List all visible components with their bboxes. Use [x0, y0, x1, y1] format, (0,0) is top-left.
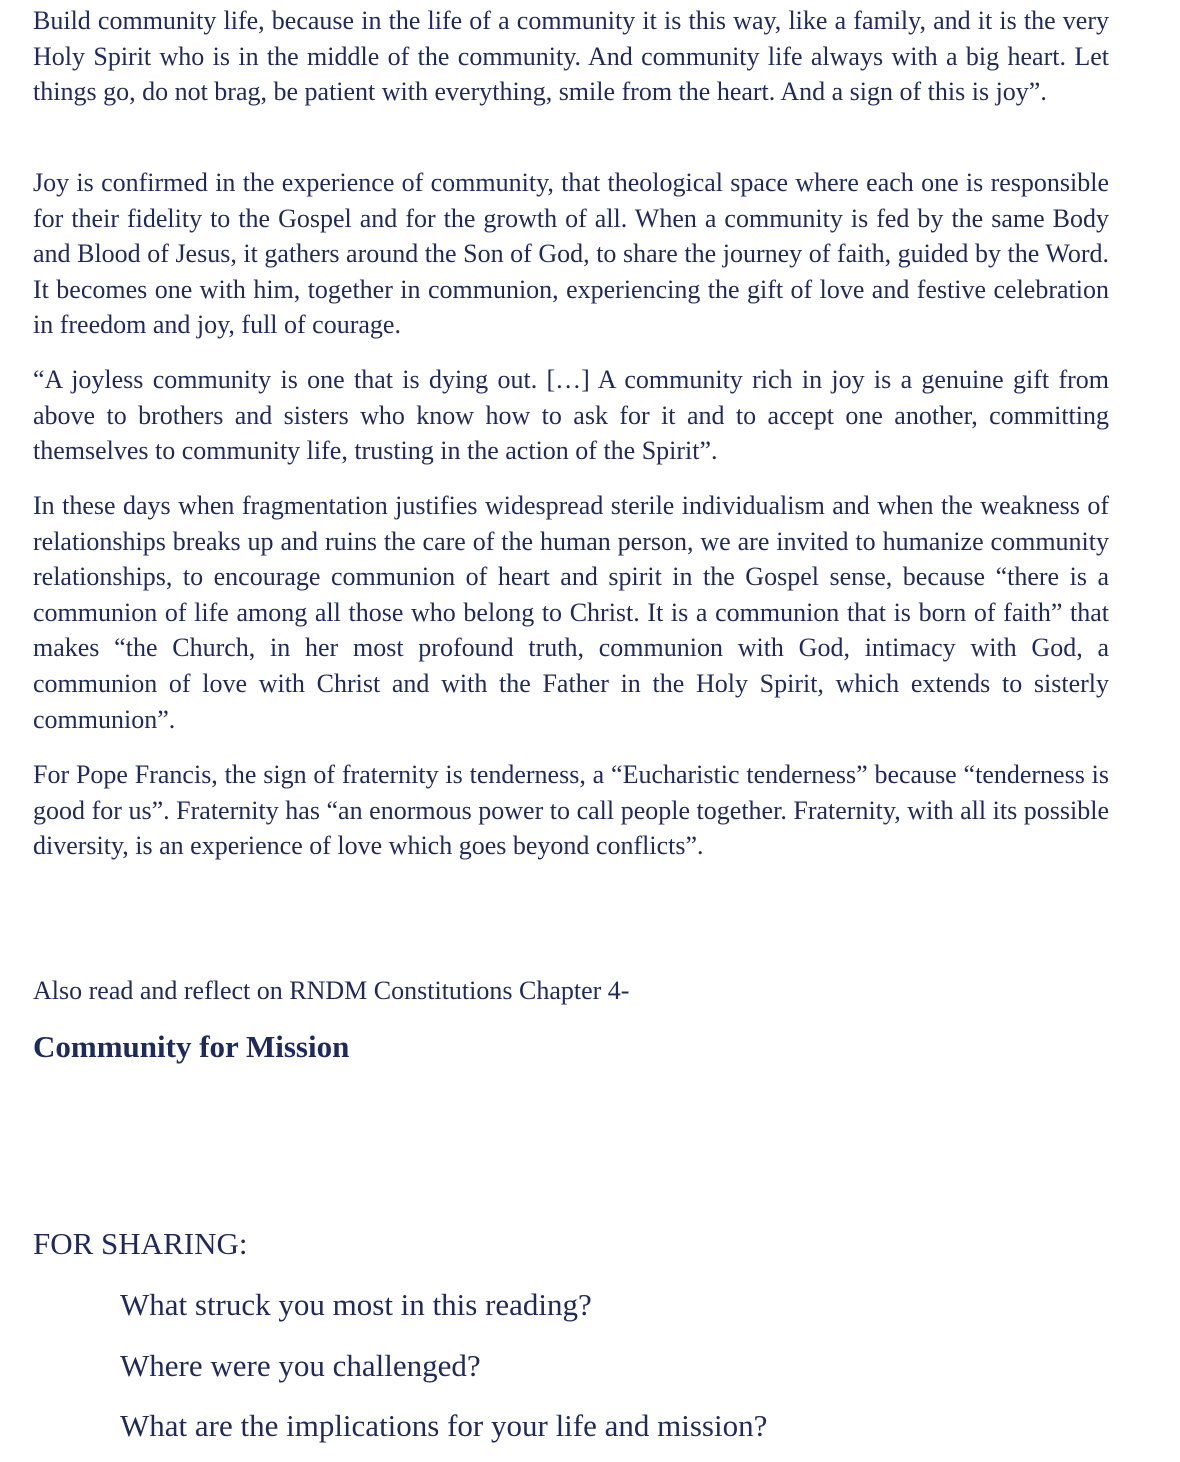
- paragraph-fragmentation: In these days when fragmentation justifies widespread sterile individualism and when the weakness of relationships breaks up and ruins the care of the human person, we are invited to humanize community relationships, to encourage communion of heart and spirit in the Gospel sense, because “there is a communion of life among all those who belong to Christ. It is a communion that is born of faith” that makes “the Church, in her most profound truth, communion with God, intimacy with God, a communion of love with Christ and with the Father in the Holy Spirit, which extends to sisterly communion”.: [33, 491, 1109, 734]
- sharing-question: Where were you challenged?: [120, 1348, 481, 1383]
- section-heading: Community for Mission: [33, 1029, 350, 1064]
- sharing-question: What are the implications for your life and mission?: [120, 1408, 768, 1443]
- sharing-question: What struck you most in this reading?: [120, 1287, 592, 1322]
- paragraph-joy-confirmed: Joy is confirmed in the experience of community, that theological space where each one is responsible for their fidelity to the Gospel and for the growth of all. When a community is fed by the same Body and Blood of Jesus, it gathers around the Son of God, to share the journey of faith, guided by the Word. It becomes one with him, together in communion, experiencing the gift of love and festive celebration in freedom and joy, full of courage.: [33, 168, 1109, 340]
- sharing-title: FOR SHARING:: [33, 1226, 248, 1261]
- paragraph-joyless-community-quote: “A joyless community is one that is dying out. […] A community rich in joy is a genuine gift from above to brothers and sisters who know how to ask for it and to accept one another, committing themselves to community life, trusting in the action of the Spirit”.: [33, 365, 1109, 466]
- also-read-note: Also read and reflect on RNDM Constitutions Chapter 4-: [33, 976, 630, 1005]
- paragraph-pope-francis-tenderness: For Pope Francis, the sign of fraternity is tenderness, a “Eucharistic tenderness” because “tenderness is good for us”. Fraternity has “an enormous power to call people together. Fraternity, with all its possible diversity, is an experience of love which goes beyond conflicts”.: [33, 760, 1109, 861]
- paragraph-community-life: Build community life, because in the life of a community it is this way, like a family, and it is the very Holy Spirit who is in the middle of the community. And community life always with a big heart. Let things go, do not brag, be patient with everything, smile from the heart. And a sign of this is joy”.: [33, 6, 1109, 107]
